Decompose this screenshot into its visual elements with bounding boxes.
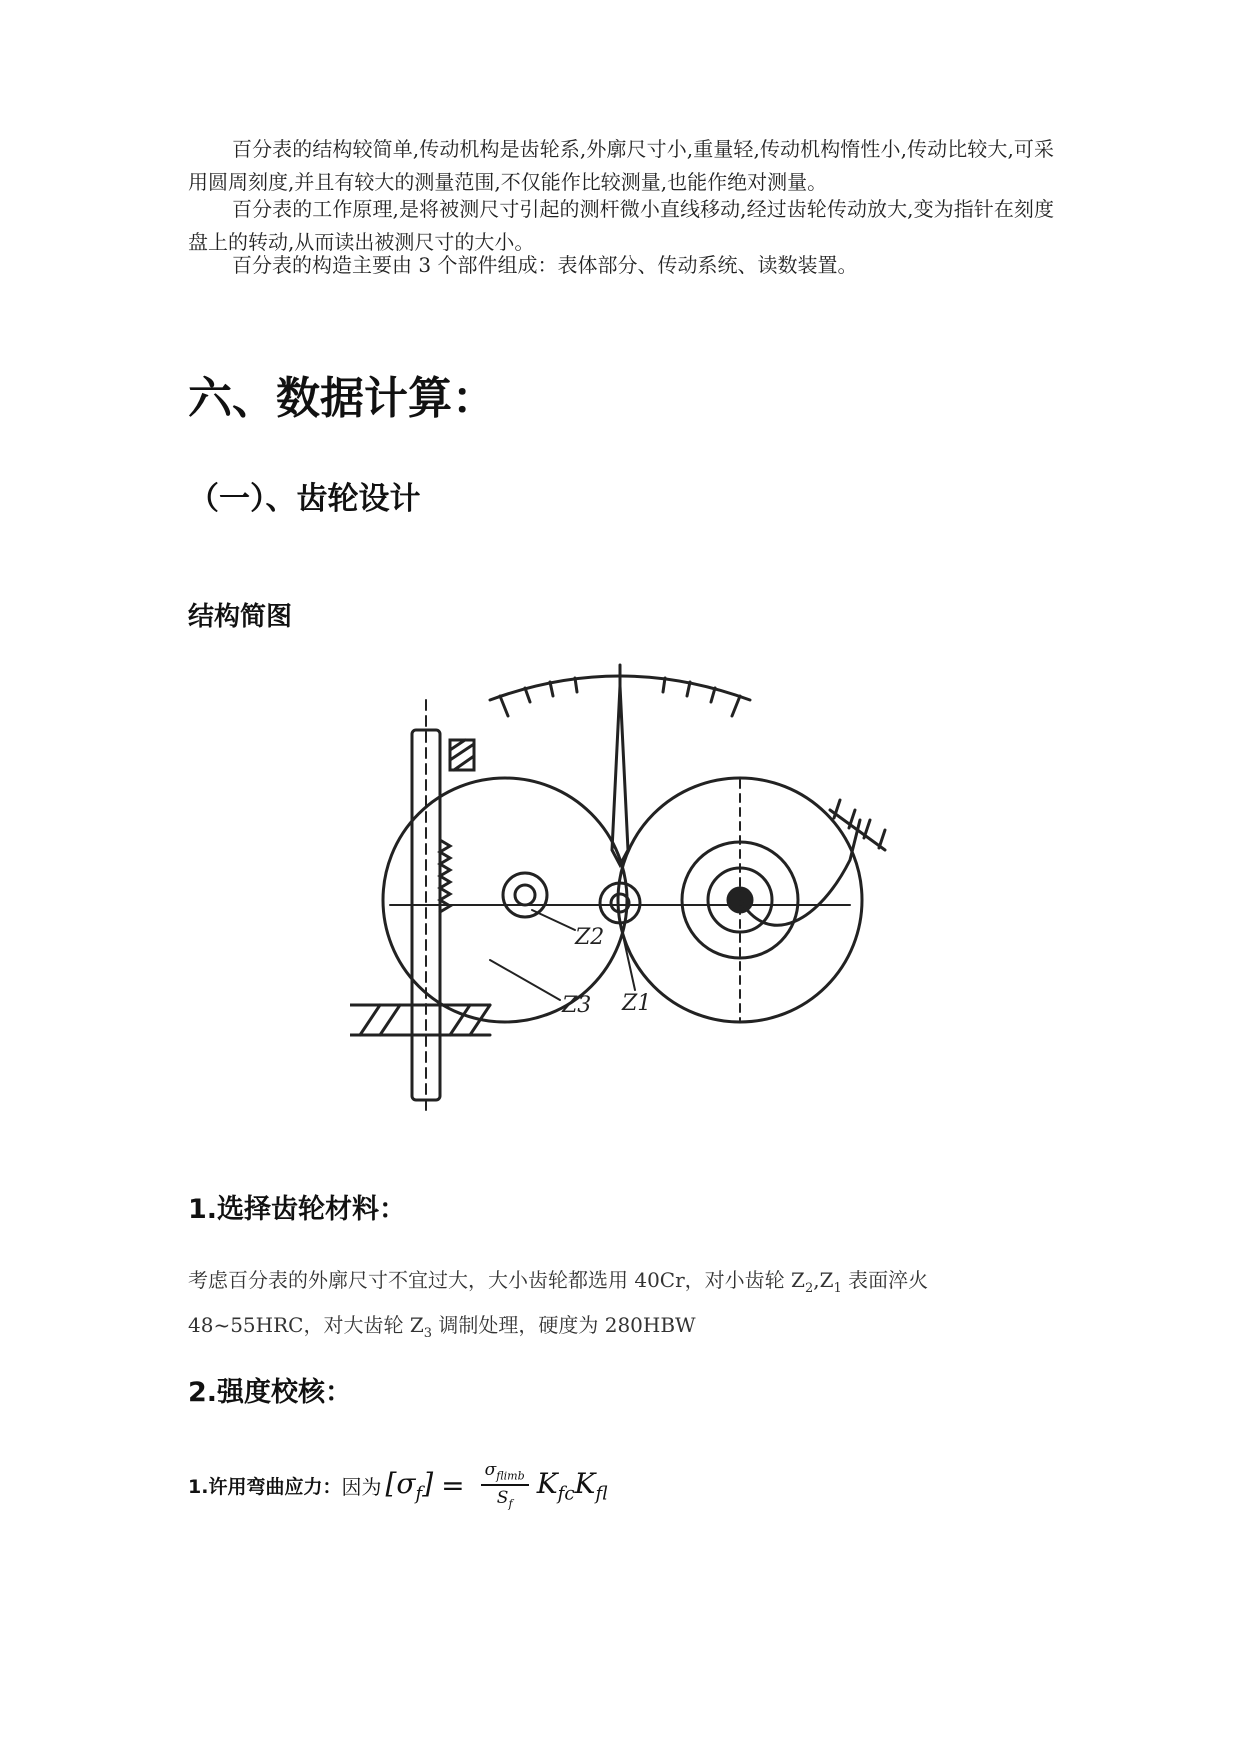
step2-heading: 2.强度校核： xyxy=(188,1377,353,1408)
step1-heading: 1.选择齿轮材料： xyxy=(188,1194,407,1225)
formula-prefix: 因为 xyxy=(341,1474,382,1499)
formula-equals: = xyxy=(441,1468,465,1502)
step1-line2: 48~55HRC，对大齿轮 $Z_3$ 调制处理，硬度为 280HBW xyxy=(188,1313,696,1341)
intro-paragraph-1: 百分表的结构较简单,传动机构是齿轮系,外廓尺寸小,重量轻,传动机构惰性小,传动比较大,可采用圆周刻度,并且有较大的测量范围,不仅能作比较测量,也能作绝对测量。 xyxy=(188,137,1054,194)
intro-paragraph-3: 百分表的构造主要由 3 个部件组成：表体部分、传动系统、读数装置。 xyxy=(232,253,858,277)
pointer xyxy=(612,686,628,865)
formula-lhs: $[\sigma_f]$ xyxy=(385,1466,434,1505)
label-z2: Z2 xyxy=(575,925,605,950)
gear-z2 xyxy=(503,873,547,917)
figure-caption: 结构简图 xyxy=(188,602,293,632)
label-z1: Z1 xyxy=(622,991,652,1016)
formula-label: 1.许用弯曲应力： xyxy=(188,1475,342,1498)
step1-body xyxy=(188,1262,1054,1352)
formula-fraction: $\frac{\sigma_{flimb}}{S_f}$ xyxy=(481,1460,529,1511)
formula-k-terms: $K_{fc}K_{fl}$ xyxy=(536,1466,608,1505)
structure-diagram xyxy=(350,660,888,1115)
label-z3: Z3 xyxy=(562,993,592,1018)
allowable-bending-stress-formula xyxy=(188,1460,608,1511)
section-title: 六、数据计算： xyxy=(188,373,496,424)
section-subtitle: （一）、齿轮设计 xyxy=(188,481,421,517)
step1-line1: 考虑百分表的外廓尺寸不宜过大，大小齿轮都选用 40Cr，对小齿轮 $Z_2,Z_1$ 表面淬火 xyxy=(188,1268,929,1296)
intro-paragraph-2: 百分表的工作原理,是将被测尺寸引起的测杆微小直线移动,经过齿轮传动放大,变为指针在刻度盘上的转动,从而读出被测尺寸的大小。 xyxy=(188,197,1054,254)
